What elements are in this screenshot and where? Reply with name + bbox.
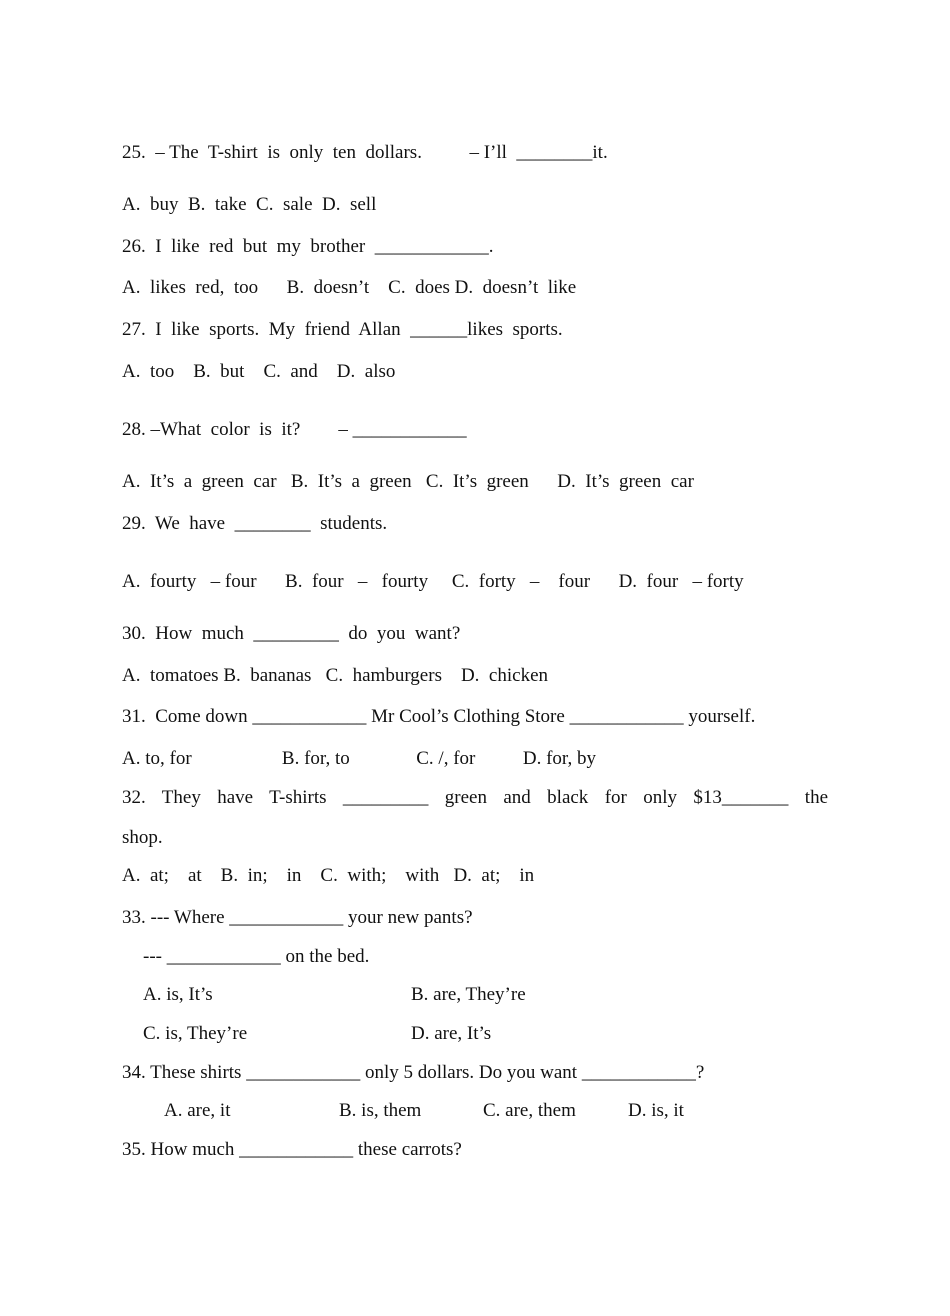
- question-29-options: A. fourty – four B. four – fourty C. forty – four D. four – forty: [122, 571, 744, 592]
- question-33-stem-continued: --- ____________ on the bed.: [143, 946, 370, 967]
- question-34-option-a: A. are, it: [164, 1100, 231, 1121]
- question-32-options: A. at; at B. in; in C. with; with D. at; in: [122, 865, 535, 886]
- question-34-option-c: C. are, them: [483, 1100, 576, 1121]
- question-32-stem: 32. They have T-shirts _________ green and black for only $13_______ the: [122, 787, 828, 808]
- question-33-option-a: A. is, It’s: [143, 984, 213, 1005]
- question-30-stem: 30. How much _________ do you want?: [122, 623, 461, 644]
- question-27-stem: 27. I like sports. My friend Allan ______likes sports.: [122, 319, 563, 340]
- question-31-stem: 31. Come down ____________ Mr Cool’s Clothing Store ____________ yourself.: [122, 706, 756, 727]
- question-29-stem: 29. We have ________ students.: [122, 513, 388, 534]
- question-35-stem: 35. How much ____________ these carrots?: [122, 1139, 462, 1160]
- question-28-options: A. It’s a green car B. It’s a green C. It’s green D. It’s green car: [122, 471, 694, 492]
- question-34-option-d: D. is, it: [628, 1100, 684, 1121]
- question-30-options: A. tomatoes B. bananas C. hamburgers D. chicken: [122, 665, 549, 686]
- question-33-option-b: B. are, They’re: [411, 984, 526, 1005]
- question-25-options: A. buy B. take C. sale D. sell: [122, 194, 377, 215]
- question-33-option-d: D. are, It’s: [411, 1023, 492, 1044]
- question-25-stem: 25. – The T-shirt is only ten dollars. – I’ll ________it.: [122, 142, 608, 163]
- question-28-stem: 28. –What color is it? – ____________: [122, 419, 467, 440]
- question-34-stem: 34. These shirts ____________ only 5 dollars. Do you want ____________?: [122, 1062, 705, 1083]
- question-33-stem: 33. --- Where ____________ your new pants?: [122, 907, 473, 928]
- question-27-options: A. too B. but C. and D. also: [122, 361, 396, 382]
- question-26-stem: 26. I like red but my brother ____________.: [122, 236, 494, 257]
- question-34-option-b: B. is, them: [339, 1100, 422, 1121]
- question-31-options: A. to, for B. for, to C. /, for D. for, by: [122, 748, 596, 769]
- question-26-options: A. likes red, too B. doesn’t C. does D. doesn’t like: [122, 277, 577, 298]
- question-33-option-c: C. is, They’re: [143, 1023, 248, 1044]
- question-32-stem-continued: shop.: [122, 827, 163, 848]
